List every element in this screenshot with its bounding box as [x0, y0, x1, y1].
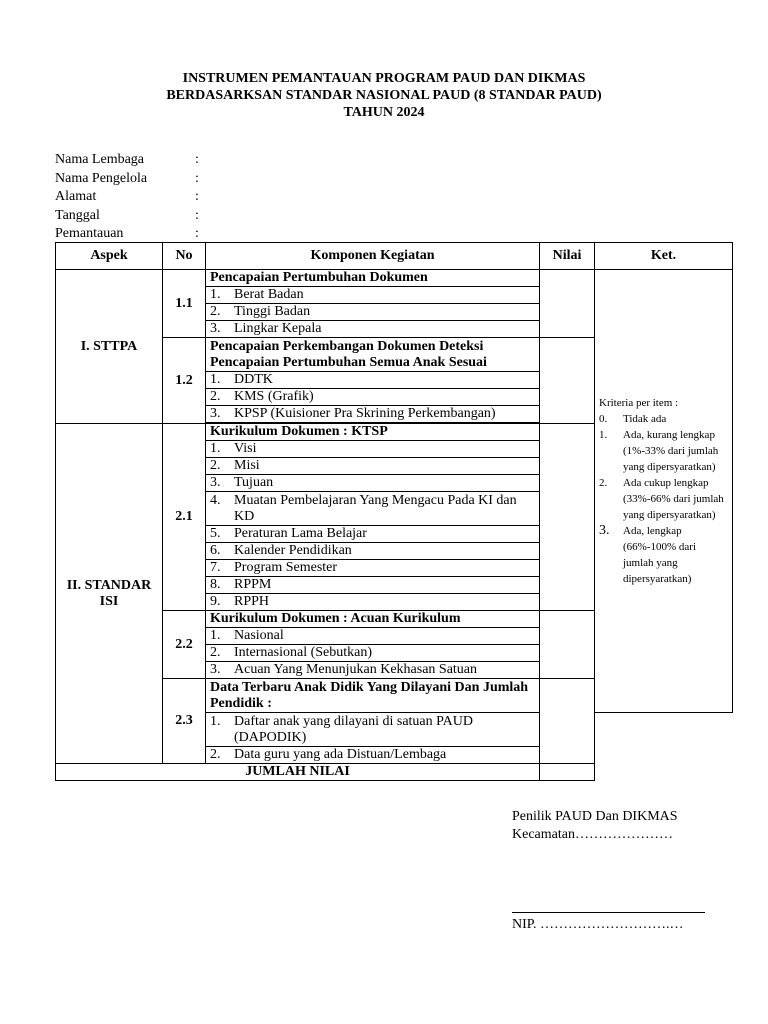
header-aspek: Aspek: [56, 243, 163, 270]
field-nama-lembaga: Nama Lembaga :: [55, 152, 199, 167]
list-item: 2. KMS (Grafik): [206, 389, 540, 406]
signature-kecamatan: Kecamatan…………………: [512, 827, 673, 842]
list-item: 9. RPPH: [206, 594, 540, 611]
criteria-item: 2. Ada cukup lengkap (33%-66% dari jumlah yang dipersyaratkan): [599, 477, 724, 521]
table-header-row: [56, 243, 733, 270]
list-item: 2. Misi: [206, 458, 540, 475]
criteria-item: 1. Ada, kurang lengkap (1%-33% dari jumlah yang dipersyaratkan): [599, 429, 719, 473]
nilai-1-2[interactable]: [540, 338, 595, 424]
nilai-2-3[interactable]: [540, 679, 595, 764]
title-line-3: TAHUN 2024: [343, 105, 425, 120]
nilai-2-2[interactable]: [540, 611, 595, 679]
signature-title: Penilik PAUD Dan DIKMAS: [512, 809, 678, 824]
field-nama-pengelola: Nama Pengelola :: [55, 170, 199, 186]
list-item: 8. RPPM: [206, 577, 540, 594]
no-1-2: 1.2: [163, 338, 206, 424]
no-2-1: 2.1: [163, 424, 206, 611]
header-komponen: Komponen Kegiatan: [206, 243, 540, 270]
list-item: 2. Data guru yang ada Distuan/Lembaga: [206, 747, 540, 764]
section-1-1-heading: Pencapaian Pertumbuhan Dokumen: [206, 270, 540, 287]
ket-criteria: Kriteria per item : 0. Tidak ada 1. Ada, kurang lengkap (1%-33% dari jumlah yang dipersyaratkan) 2. Ada cukup lengkap (33%-66% dari jumlah yang dipersyaratkan) 3. Ada, lengkap (66%-100% dari jumlah yang dipersyaratkan): [595, 270, 733, 713]
list-item: 3. Lingkar Kepala: [206, 321, 540, 338]
identity-fields: [55, 151, 199, 244]
field-alamat: Alamat :: [55, 189, 199, 204]
nilai-1-1[interactable]: [540, 270, 595, 338]
criteria-item: 0. Tidak ada: [599, 413, 667, 425]
aspek-standar-isi: II. STANDAR ISI: [56, 424, 163, 764]
header-nilai: Nilai: [540, 243, 595, 270]
section-1-2-heading: Pencapaian Perkembangan Dokumen Deteksi Pencapaian Pertumbuhan Semua Anak Sesuai: [206, 338, 540, 372]
title-line-2: BERDASARKSAN STANDAR NASIONAL PAUD (8 STANDAR PAUD): [166, 88, 602, 103]
no-1-1: 1.1: [163, 270, 206, 338]
list-item: 3. Tujuan: [206, 475, 540, 492]
list-item: 7. Program Semester: [206, 560, 540, 577]
jumlah-nilai-value[interactable]: [540, 764, 595, 781]
list-item: 3. Acuan Yang Menunjukan Kekhasan Satuan: [206, 662, 540, 679]
section-2-3-heading: Data Terbaru Anak Didik Yang Dilayani Dan Jumlah Pendidik :: [206, 679, 540, 713]
list-item: 1. Berat Badan: [206, 287, 540, 304]
list-item: 1. Nasional: [206, 628, 540, 645]
section-2-1-heading: Kurikulum Dokumen : KTSP: [206, 424, 540, 441]
list-item: 4. Muatan Pembelajaran Yang Mengacu Pada KI dan KD: [206, 492, 540, 526]
list-item: 1. Visi: [206, 441, 540, 458]
signature-nip: NIP. ……………………….…: [512, 917, 684, 932]
signature-line: [512, 912, 705, 913]
criteria-item: 3. Ada, lengkap (66%-100% dari jumlah yang dipersyaratkan): [599, 523, 697, 585]
field-tanggal: Tanggal :: [55, 207, 199, 223]
list-item: 2. Internasional (Sebutkan): [206, 645, 540, 662]
header-no: No: [163, 243, 206, 270]
no-2-3: 2.3: [163, 679, 206, 764]
list-item: 1. DDTK: [206, 372, 540, 389]
document-title: [0, 70, 768, 121]
list-item: 5. Peraturan Lama Belajar: [206, 526, 540, 543]
list-item: 3. KPSP (Kuisioner Pra Skrining Perkembangan): [206, 406, 540, 423]
aspek-sttpa: I. STTPA: [56, 270, 163, 424]
list-item: 1. Daftar anak yang dilayani di satuan PAUD (DAPODIK): [206, 713, 540, 747]
assessment-table: [55, 242, 733, 781]
title-line-1: INSTRUMEN PEMANTAUAN PROGRAM PAUD DAN DIKMAS: [182, 71, 586, 86]
jumlah-nilai-label: JUMLAH NILAI: [56, 764, 540, 781]
no-2-2: 2.2: [163, 611, 206, 679]
signature-block: [512, 808, 684, 932]
list-item: 2. Tinggi Badan: [206, 304, 540, 321]
nilai-2-1[interactable]: [540, 424, 595, 611]
header-ket: Ket.: [595, 243, 733, 270]
field-pemantauan: Pemantauan :: [55, 226, 199, 241]
list-item: 6. Kalender Pendidikan: [206, 543, 540, 560]
section-2-2-heading: Kurikulum Dokumen : Acuan Kurikulum: [206, 611, 540, 628]
